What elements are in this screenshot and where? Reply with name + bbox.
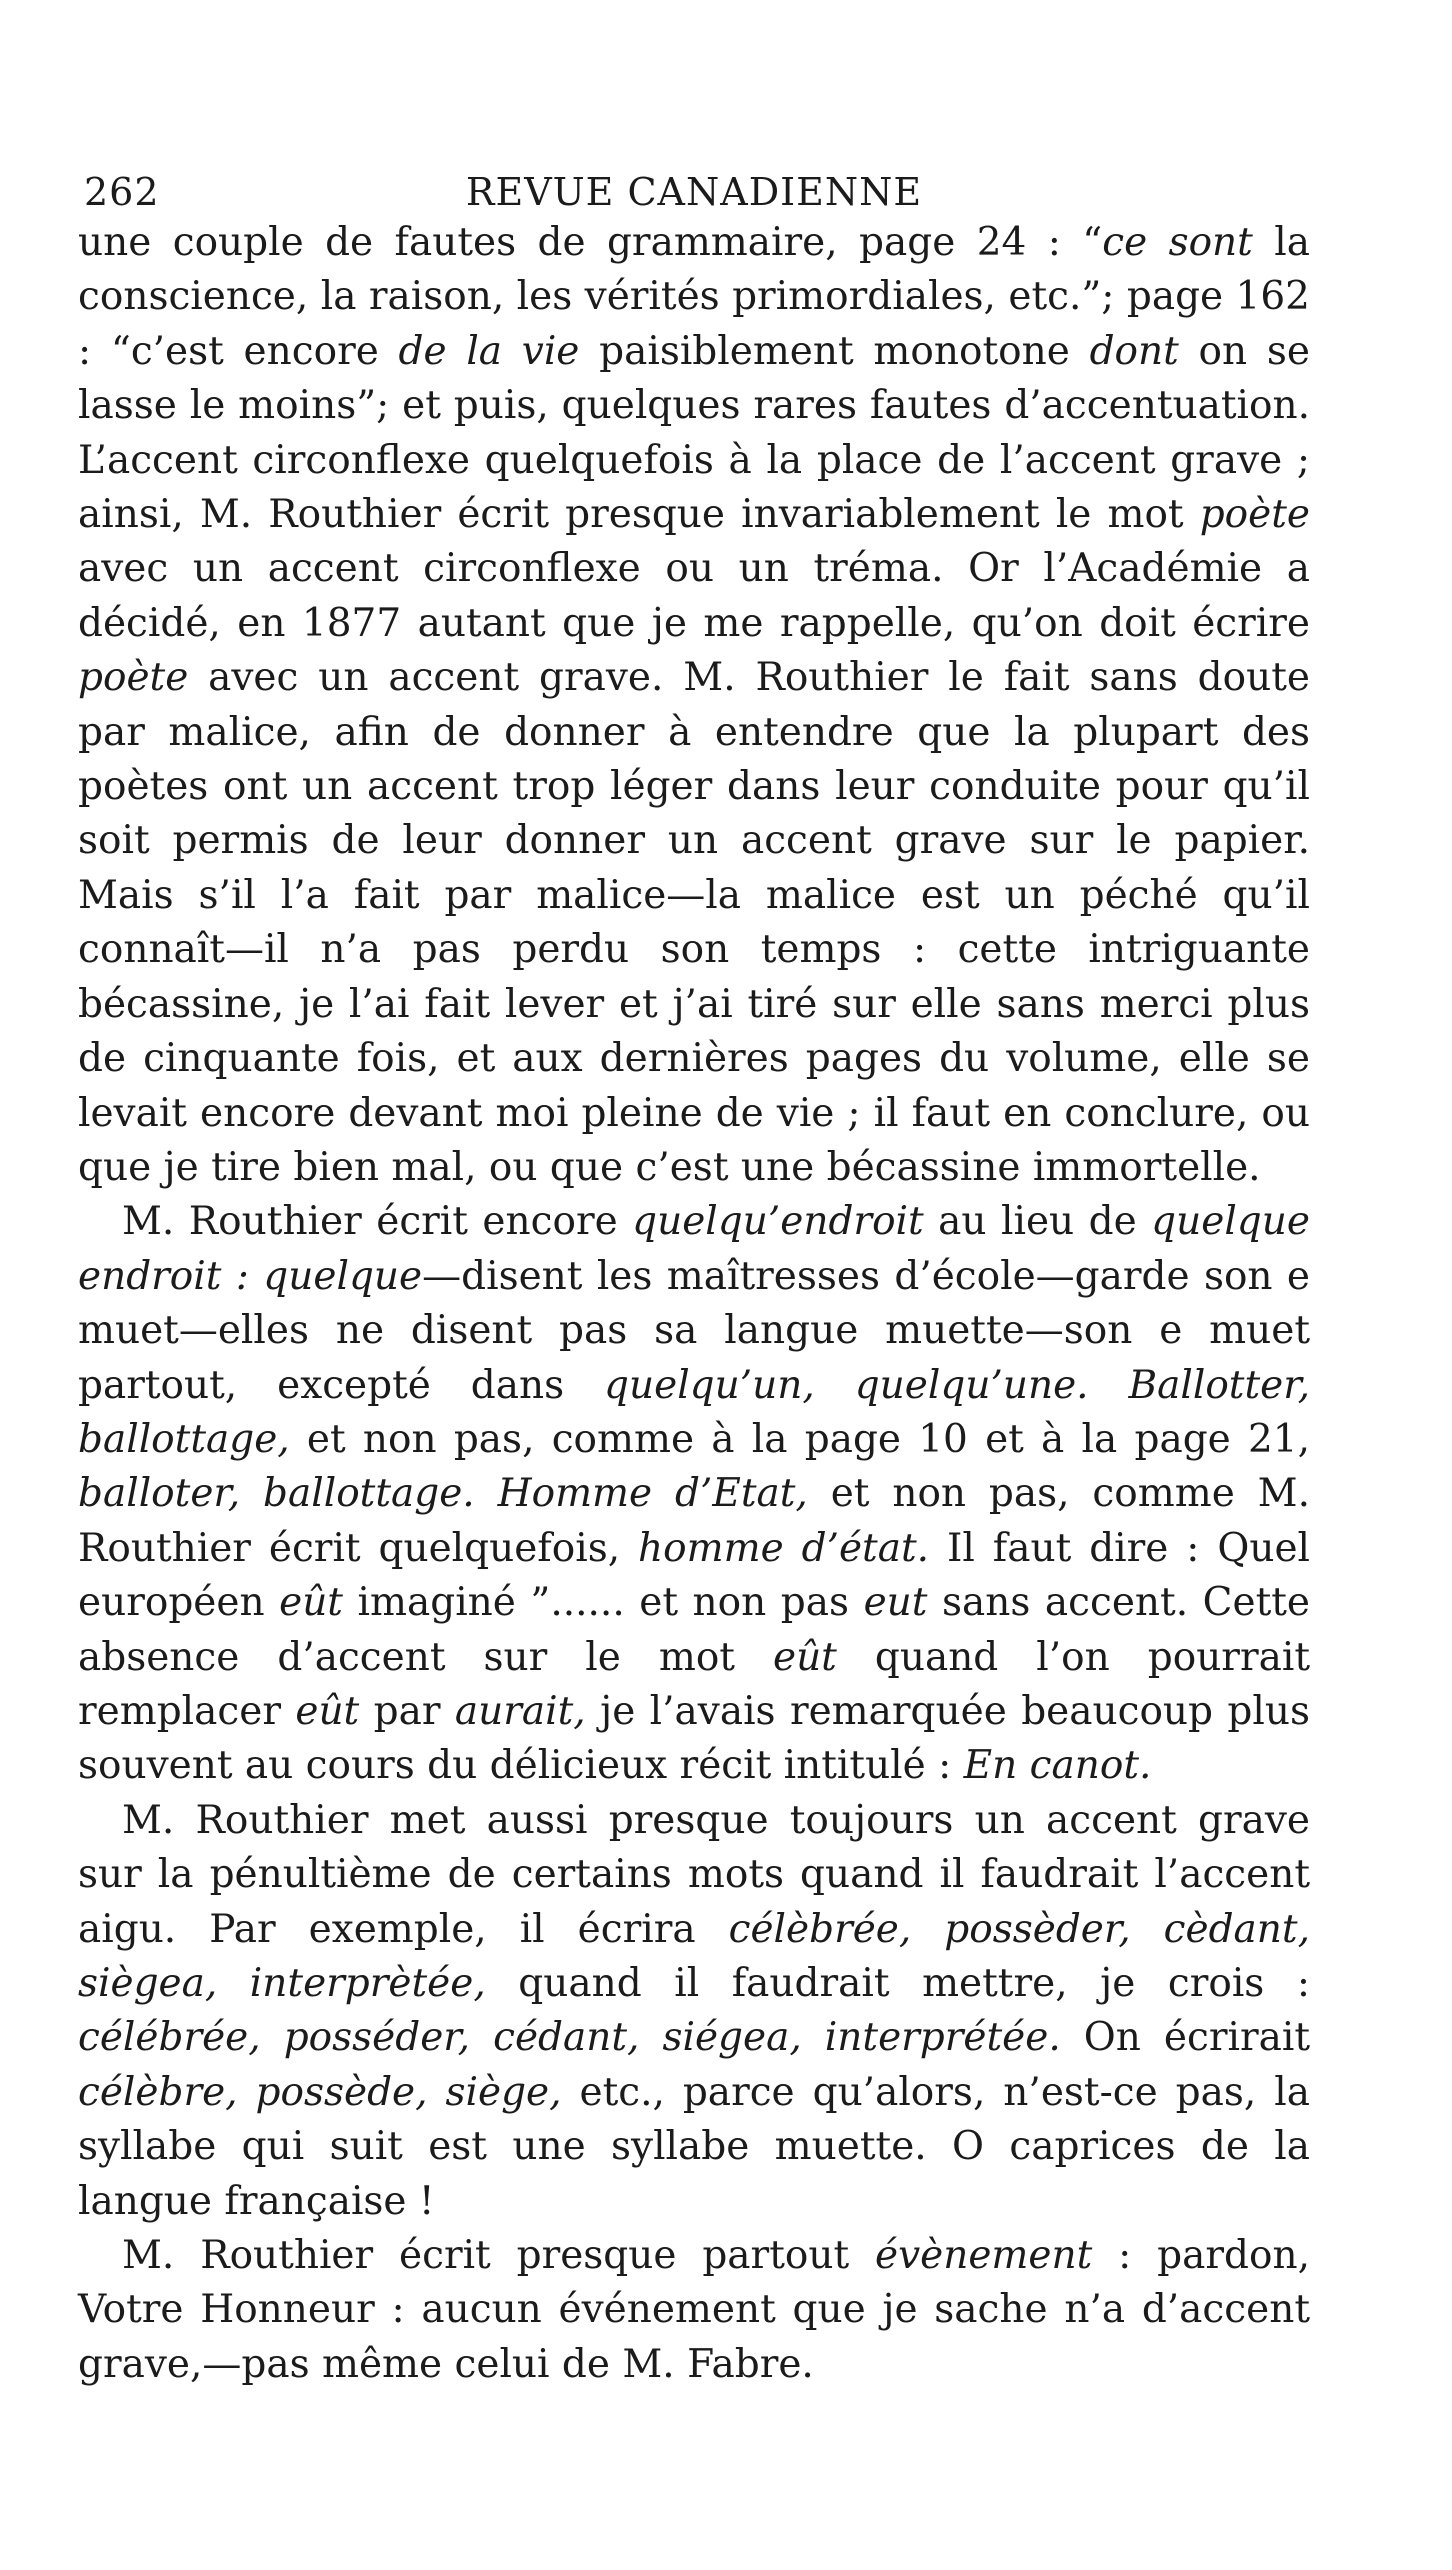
italic-text: quelqu’un, quelqu’une. Ballotter, ballottage,	[78, 1362, 1310, 1462]
text-run: M. Routhier écrit presque partout	[122, 2233, 876, 2279]
text-run: et non pas, comme à la page 10 et à la page 21,	[289, 1416, 1310, 1462]
italic-text: célèbre, possède, siège,	[78, 2069, 562, 2115]
paragraph	[78, 216, 1310, 1195]
italic-text: évènement	[875, 2233, 1093, 2279]
text-run: la conscience, la raison, les vérités primordiales, etc.”; page 162 : “c’est encore	[78, 220, 1310, 374]
text-run: paisiblement monotone	[579, 328, 1090, 374]
text-run: imaginé ”...... et non pas	[342, 1580, 864, 1626]
document-page	[78, 150, 1310, 2392]
body-text	[78, 216, 1310, 2392]
text-run: etc., parce qu’alors, n’est-ce pas, la syllabe qui suit est une syllabe muette. O caprices de la langue française !	[78, 2069, 1310, 2224]
text-run: et non pas, comme M. Routhier écrit quelquefois,	[78, 1471, 1310, 1571]
text-run: —disent les maîtresses d’école—garde son e muet—elles ne disent pas sa langue muette—son e muet partout, excepté dans	[78, 1253, 1311, 1408]
text-run: une couple de fautes de grammaire, page 24 : “	[78, 220, 1103, 265]
italic-text: aurait,	[454, 1688, 586, 1734]
italic-text: balloter, ballottage. Homme d’Etat,	[78, 1471, 808, 1517]
italic-text: eût	[295, 1688, 360, 1734]
paragraph	[78, 1195, 1310, 1793]
text-run: par	[359, 1688, 455, 1734]
text-run: sans accent. Cette absence d’accent sur le mot	[78, 1580, 1310, 1680]
italic-text: eut	[863, 1580, 928, 1626]
italic-text: quelque endroit : quelque	[78, 1199, 1310, 1299]
italic-text: dont	[1089, 328, 1179, 374]
italic-text: poète	[1199, 492, 1310, 538]
text-run: : pardon, Votre Honneur : aucun événement que je sache n’a d’accent grave,—pas même celui de M. Fabre.	[78, 2233, 1310, 2387]
italic-text: de la vie	[398, 328, 580, 374]
italic-text: quelqu’endroit	[632, 1199, 924, 1245]
italic-text: homme d’état.	[638, 1525, 930, 1571]
italic-text: poète	[78, 655, 189, 701]
text-run: quand l’on pourrait remplacer	[78, 1634, 1310, 1734]
text-run: je l’avais remarquée beaucoup plus souvent au cours du délicieux récit intitulé :	[78, 1688, 1310, 1789]
journal-title: REVUE CANADIENNE	[465, 170, 923, 214]
italic-text: célébrée, posséder, cédant, siégea, interprétée.	[78, 2015, 1061, 2061]
text-run: Il faut dire : Quel européen	[78, 1525, 1310, 1626]
italic-text: ce sont	[1102, 220, 1253, 265]
text-run: on se lasse le moins”; et puis, quelques rares fautes d’accentuation. L’accent circonflexe quelquefois à la place de l’accent grave ; ainsi, M. Routhier écrit presque invariablement le mot	[78, 328, 1310, 538]
text-run: avec un accent grave. M. Routhier le fait sans doute par malice, afin de donner à entendre que la plupart des poètes ont un accent trop léger dans leur conduite pour qu’il soit permis de leur donner un accent grave sur le papier. Mais s’il l’a fait par malice—la malice est un péché qu’il connaît—il n’a pas perdu son temps : cette intriguante bécassine, je l’ai fait lever et j’ai tiré sur elle sans merci plus de cinquante fois, et aux dernières pages du volume, elle se levait encore devant moi pleine de vie ; il faut en conclure, ou que je tire bien mal, ou que c’est une bécassine immortelle.	[78, 655, 1310, 1190]
italic-text: eût	[772, 1634, 837, 1680]
text-run: quand il faudrait mettre, je crois :	[485, 1961, 1311, 2006]
paragraph	[78, 1794, 1310, 2229]
page-number: 262	[84, 170, 160, 214]
text-run: M. Routhier écrit encore	[122, 1199, 633, 1245]
italic-text: En canot.	[963, 1743, 1152, 1789]
running-head	[78, 150, 1310, 214]
italic-text: célèbrée, possèder, cèdant, siègea, interprètée,	[78, 1906, 1310, 2006]
italic-text: eût	[279, 1580, 343, 1626]
text-run: avec un accent circonflexe ou un tréma. Or l’Académie a décidé, en 1877 autant que je me rappelle, qu’on doit écrire	[78, 546, 1310, 646]
text-run: M. Routhier met aussi presque toujours un accent grave sur la pénultième de certains mots quand il faudrait l’accent aigu. Par exemple, il écrira	[78, 1797, 1310, 1952]
text-run: au lieu de	[923, 1199, 1152, 1245]
paragraph	[78, 2229, 1310, 2392]
text-run: On écrirait	[1060, 2015, 1310, 2061]
